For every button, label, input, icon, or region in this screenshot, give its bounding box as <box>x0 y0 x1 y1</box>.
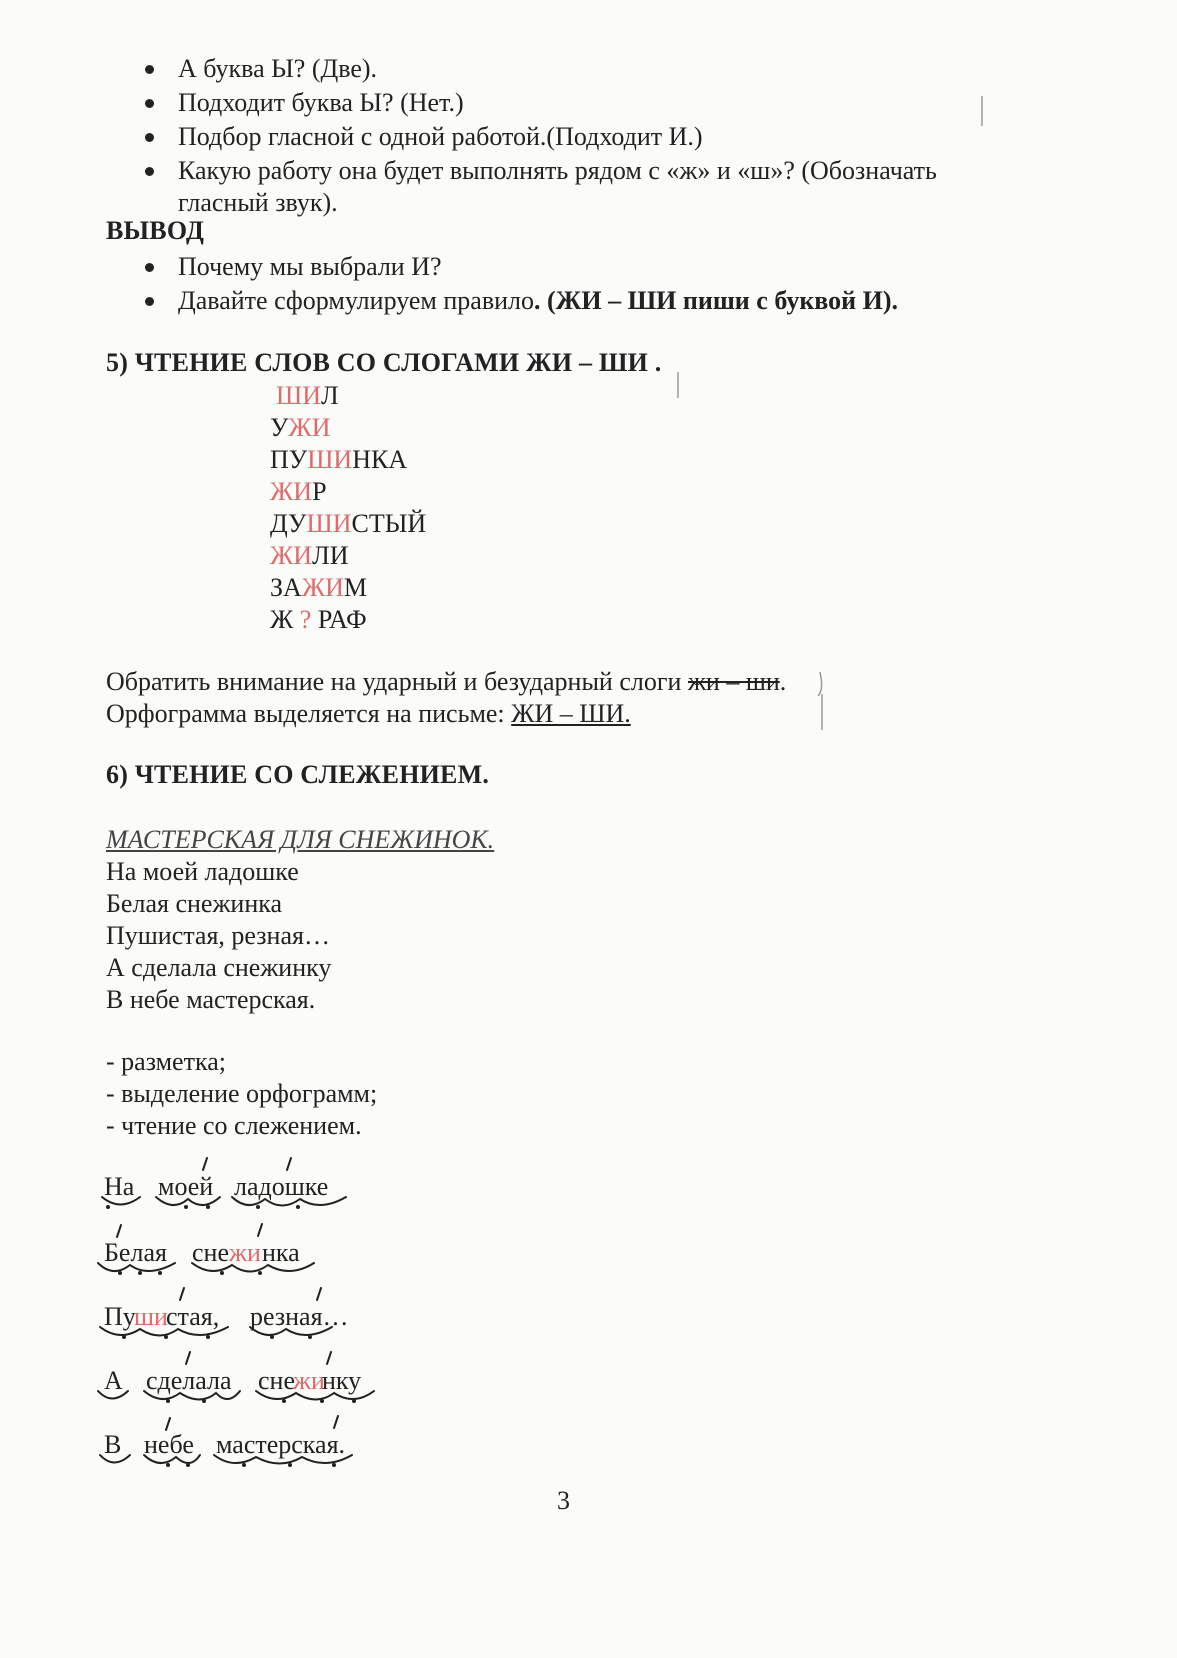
stress-mark <box>180 1288 184 1300</box>
section-5-heading: 5) ЧТЕНИЕ СЛОВ СО СЛОГАМИ ЖИ – ШИ . <box>106 348 662 377</box>
conclusion-heading: ВЫВОД <box>106 216 205 245</box>
syllable-dot <box>164 1335 168 1339</box>
list-item: А буква Ы? (Две). <box>178 52 377 85</box>
marked-word: нку <box>322 1366 362 1395</box>
marked-word: Белая <box>104 1238 167 1267</box>
task-item: - выделение орфограмм; <box>106 1079 378 1108</box>
poem-line: А сделала снежинку <box>106 953 332 982</box>
marked-word: стая, <box>166 1302 220 1331</box>
word-part: У <box>270 413 289 442</box>
syllable-arc <box>100 1455 130 1463</box>
highlighted-syllable: ШИ <box>307 445 353 474</box>
syllable-dot <box>320 1399 324 1403</box>
stress-mark <box>258 1224 262 1236</box>
struck-syllables: жи – ши <box>687 667 780 696</box>
marked-word: Пу <box>104 1302 136 1331</box>
syllable-arc <box>250 1327 332 1335</box>
section-6-heading: 6) ЧТЕНИЕ СО СЛЕЖЕНИЕМ. <box>106 760 490 789</box>
note-stress: Обратить внимание на ударный и безударный слоги жи – ши. <box>106 667 787 696</box>
syllable-arc <box>232 1197 346 1206</box>
syllable-dot <box>166 1463 170 1467</box>
highlighted-syllable: ? <box>299 605 312 634</box>
highlighted-syllable: ШИ <box>276 381 322 410</box>
word-part: РАФ <box>311 605 367 634</box>
syllable-arc <box>102 1197 140 1205</box>
syllable-dot <box>270 1335 274 1339</box>
stress-mark <box>166 1418 170 1430</box>
word-part: М <box>343 573 368 602</box>
task-item: - чтение со слежением. <box>106 1111 362 1140</box>
syllable-dot <box>352 1399 356 1403</box>
list-item: Подбор гласной с одной работой.(Подходит И.) <box>178 120 703 153</box>
marked-word: сне <box>192 1238 229 1267</box>
highlighted-syllable: жи <box>293 1366 325 1395</box>
scan-artifact <box>818 672 822 696</box>
syllable-dot <box>332 1463 336 1467</box>
task-item: - разметка; <box>106 1047 226 1076</box>
stress-mark <box>203 1158 207 1170</box>
list-item: Какую работу она будет выполнять рядом с «ж» и «ш»? (Обозначать <box>178 154 937 187</box>
marked-word: моей <box>158 1172 214 1201</box>
syllable-dot <box>256 1205 260 1209</box>
list-item-continuation: гласный звук). <box>178 188 338 217</box>
stress-mark <box>117 1225 121 1237</box>
word-part: СТЫЙ <box>351 509 427 538</box>
syllable-dot <box>308 1335 312 1339</box>
highlighted-syllable: ЖИ <box>270 477 313 506</box>
syllable-dot <box>258 1271 262 1275</box>
syllable-dot <box>206 1205 210 1209</box>
syllable-dot <box>202 1399 206 1403</box>
syllable-arc <box>156 1197 220 1205</box>
note-orthogram: Орфограмма выделяется на письме: ЖИ – ШИ. <box>106 699 631 728</box>
syllable-dot <box>220 1271 224 1275</box>
stress-mark <box>287 1158 291 1170</box>
marked-word: В <box>104 1430 122 1459</box>
syllable-dot <box>118 1271 122 1275</box>
list-item: Почему мы выбрали И? <box>178 250 442 283</box>
highlighted-syllable: жи <box>229 1238 261 1267</box>
word-part: Л <box>321 381 339 410</box>
syllable-dot <box>296 1205 300 1209</box>
marked-word: мастерская. <box>216 1430 346 1459</box>
marked-word: резная… <box>250 1302 349 1331</box>
marked-word: сне <box>258 1366 295 1395</box>
syllable-dot <box>288 1463 292 1467</box>
orthogram-underlined: ЖИ – ШИ. <box>511 699 631 728</box>
syllable-arc <box>144 1391 240 1400</box>
poem-title: МАСТЕРСКАЯ ДЛЯ СНЕЖИНОК. <box>106 825 495 854</box>
highlighted-syllable: ЖИ <box>288 413 331 442</box>
page-number: 3 <box>557 1486 570 1515</box>
syllable-arc <box>144 1455 200 1463</box>
syllable-dot <box>184 1205 188 1209</box>
poem-line: Белая снежинка <box>106 889 283 918</box>
marked-word: На <box>104 1172 135 1201</box>
syllable-dot <box>138 1271 142 1275</box>
word-part: Ж <box>270 605 300 634</box>
highlighted-syllable: ЖИ <box>301 573 344 602</box>
word-part: Р <box>312 477 327 506</box>
list-item: Подходит буква Ы? (Нет.) <box>178 86 464 119</box>
marked-word: А <box>104 1366 123 1395</box>
syllable-arc <box>214 1455 352 1464</box>
word-part: ПУ <box>270 445 308 474</box>
highlighted-syllable: ЖИ <box>270 541 313 570</box>
highlighted-syllable: ШИ <box>306 509 352 538</box>
marked-word: ладошке <box>234 1172 329 1201</box>
list-item: Давайте сформулируем правило. (ЖИ – ШИ пиши с буквой И). <box>178 284 898 317</box>
syllable-dot <box>122 1335 126 1339</box>
syllable-arc <box>256 1391 374 1400</box>
poem-line: Пушистая, резная… <box>106 921 330 950</box>
marked-word: сделала <box>146 1366 232 1395</box>
syllable-arc <box>98 1391 128 1399</box>
rule-text: . (ЖИ – ШИ пиши с буквой И). <box>534 286 899 315</box>
stress-mark <box>186 1352 190 1364</box>
syllable-dot <box>206 1335 210 1339</box>
marked-word: нка <box>262 1238 300 1267</box>
word-part: НКА <box>352 445 408 474</box>
marked-word: небе <box>144 1430 194 1459</box>
poem-line: В небе мастерская. <box>106 985 316 1014</box>
highlighted-syllable: ши <box>134 1302 168 1331</box>
stress-mark <box>334 1416 338 1428</box>
syllable-dot <box>186 1463 190 1467</box>
syllable-arc <box>98 1263 175 1271</box>
stress-mark <box>327 1352 331 1364</box>
syllable-dot <box>282 1399 286 1403</box>
syllable-dot <box>166 1399 170 1403</box>
syllable-arc <box>100 1327 228 1336</box>
word-part: ЗА <box>270 573 302 602</box>
syllable-dot <box>106 1205 110 1209</box>
word-part: ДУ <box>270 509 307 538</box>
stress-mark <box>317 1288 321 1300</box>
syllable-dot <box>158 1271 162 1275</box>
syllable-dot <box>242 1463 246 1467</box>
word-part: ЛИ <box>312 541 349 570</box>
poem-line: На моей ладошке <box>106 857 299 886</box>
syllable-arc <box>192 1263 314 1272</box>
